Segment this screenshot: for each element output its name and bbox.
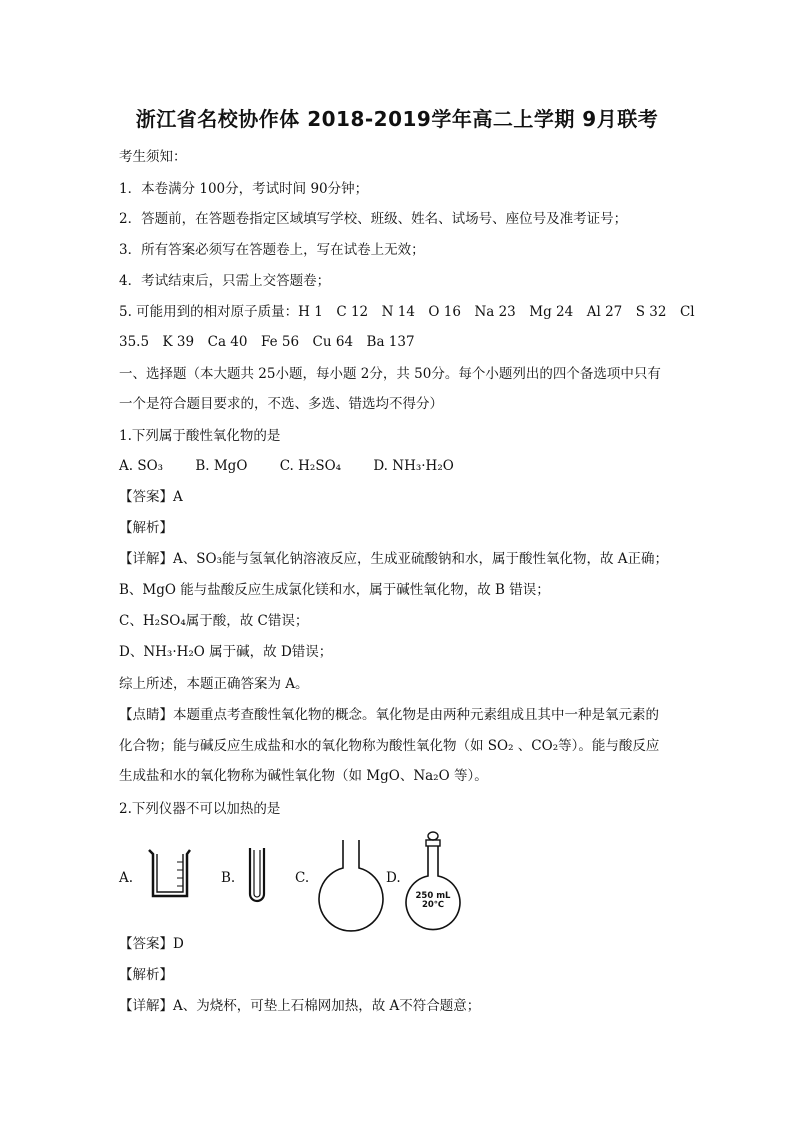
q1-tip-1: 【点睛】本题重点考查酸性氧化物的概念。氧化物是由两种元素组成且其中一种是氧元素的 <box>119 707 659 723</box>
test-tube-icon <box>247 846 267 904</box>
notice-item-3: 3．所有答案必须写在答题卷上，写在试卷上无效； <box>119 242 425 258</box>
notice-item-1: 1．本卷满分 100分，考试时间 90分钟； <box>119 181 369 197</box>
q2-stem: 2.下列仪器不可以加热的是 <box>119 801 281 817</box>
q2-label-b: B. <box>221 870 236 886</box>
q1-detail-5: 综上所述，本题正确答案为 A。 <box>119 676 309 692</box>
q1-detail-2: B、MgO 能与盐酸反应生成氯化镁和水，属于碱性氧化物，故 B 错误； <box>119 582 550 598</box>
notice-heading: 考生须知： <box>119 149 187 165</box>
q1-tip-3: 生成盐和水的氧化物称为碱性氧化物（如 MgO、Na₂O 等）。 <box>119 768 488 784</box>
flask-volume-text: 250 mL <box>415 891 451 901</box>
q2-apparatus-figure <box>119 830 599 920</box>
q1-stem: 1.下列属于酸性氧化物的是 <box>119 428 281 444</box>
volumetric-flask-label <box>407 892 459 910</box>
round-bottom-flask-icon <box>315 838 387 914</box>
q1-detail-1: 【详解】A、SO₃能与氢氧化钠溶液反应，生成亚硫酸钠和水，属于酸性氧化物，故 A正确； <box>119 551 669 567</box>
q2-label-d: D. <box>386 870 401 886</box>
notice-item-2: 2．答题前，在答题卷指定区域填写学校、班级、姓名、试场号、座位号及准考证号； <box>119 211 628 227</box>
q2-answer: 【答案】D <box>119 936 184 952</box>
section-heading-line1: 一、选择题（本大题共 25小题，每小题 2分，共 50分。每个小题列出的四个备选项中只有 <box>119 366 661 382</box>
q1-option-c: C. H₂SO₄ <box>279 458 342 474</box>
flask-temp-text: 20℃ <box>421 900 445 910</box>
notice-item-4: 4．考试结束后，只需上交答题卷； <box>119 273 331 289</box>
q1-detail-4: D、NH₃·H₂O 属于碱，故 D错误； <box>119 644 333 660</box>
q2-label-c: C. <box>295 870 310 886</box>
q2-analysis-heading: 【解析】 <box>119 967 173 983</box>
beaker-icon <box>147 848 191 900</box>
notice-item-5: 5. 可能用到的相对原子质量：H 1 C 12 N 14 O 16 Na 23 Mg 24 Al 27 S 32 Cl <box>119 304 695 320</box>
exam-title: 浙江省名校协作体 2018-2019学年高二上学期 9月联考 <box>135 107 659 131</box>
q1-option-b: B. MgO <box>195 458 248 474</box>
q1-option-a: A. SO₃ <box>119 458 164 474</box>
q2-label-a: A. <box>119 870 134 886</box>
q1-options <box>119 457 679 475</box>
q1-answer: 【答案】A <box>119 489 183 505</box>
q1-option-d: D. NH₃·H₂O <box>373 458 454 474</box>
notice-item-5-cont: 35.5 K 39 Ca 40 Fe 56 Cu 64 Ba 137 <box>119 334 415 350</box>
q2-detail-1: 【详解】A、为烧杯，可垫上石棉网加热，故 A不符合题意； <box>119 998 481 1014</box>
q1-detail-3: C、H₂SO₄属于酸，故 C错误； <box>119 613 309 629</box>
q1-analysis-heading: 【解析】 <box>119 520 173 536</box>
q1-tip-2: 化合物；能与碱反应生成盐和水的氧化物称为酸性氧化物（如 SO₂ 、CO₂等）。能与酸反应 <box>119 738 660 754</box>
section-heading-line2: 一个是符合题目要求的，不选、多选、错选均不得分） <box>119 396 443 412</box>
